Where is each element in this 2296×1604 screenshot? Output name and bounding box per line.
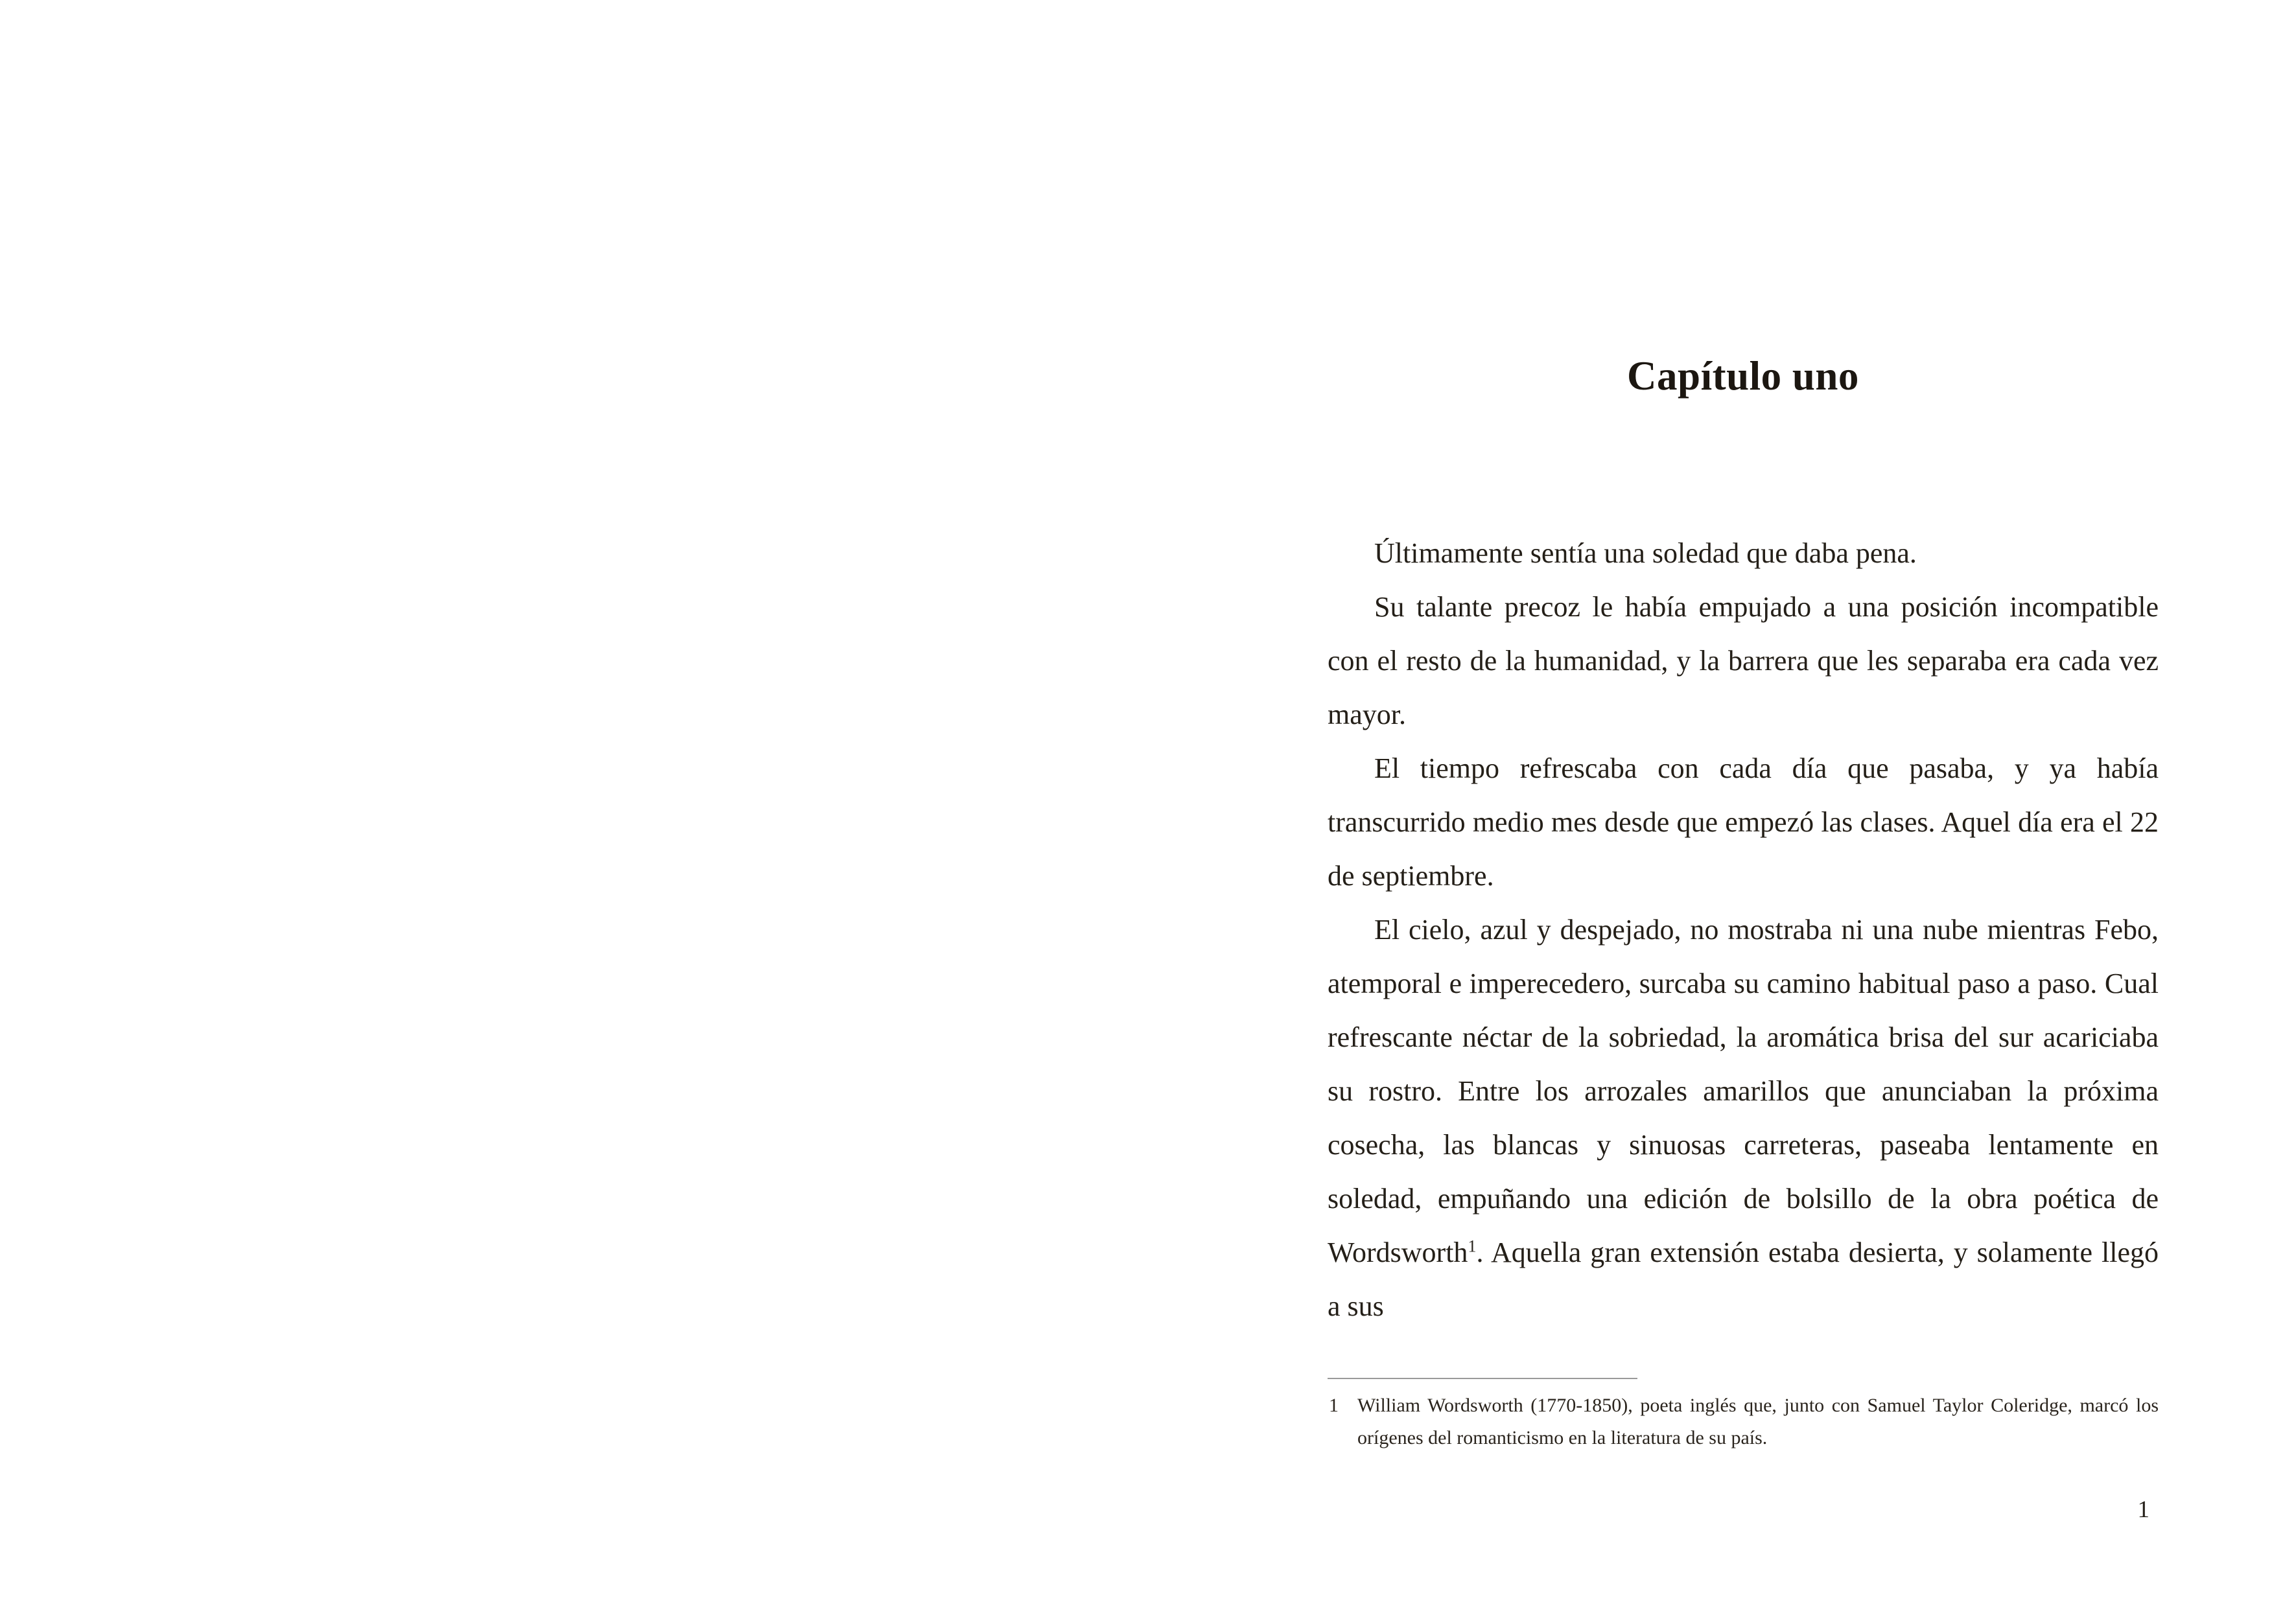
footnote	[1328, 1389, 2159, 1454]
paragraph-3: El tiempo refrescaba con cada día que pasaba, y ya había transcurrido medio mes desde que empezó las clases. Aquel día era el 22 de septiembre.	[1328, 752, 2159, 892]
body-text	[1328, 526, 2159, 1333]
paragraph-1: Últimamente sentía una soledad que daba pena.	[1374, 537, 1917, 569]
paragraph-4	[1328, 903, 2159, 1333]
footnote-text: William Wordsworth (1770-1850), poeta inglés que, junto con Samuel Taylor Coleridge, marcó los orígenes del romanticismo en la literatura de su país.	[1357, 1395, 2159, 1448]
footnote-marker: 1	[1329, 1395, 1339, 1416]
page-number: 1	[2137, 1496, 2150, 1523]
footnote-area	[1328, 1378, 2159, 1454]
chapter-title: Capítulo uno	[1627, 353, 1859, 399]
paragraph-2: Su talante precoz le había empujado a una posición incompatible con el resto de la humanidad, y la barrera que les separaba era cada vez mayor.	[1328, 591, 2159, 730]
footnote-reference: 1	[1468, 1237, 1477, 1256]
paragraph-4-text: El cielo, azul y despejado, no mostraba ni una nube mientras Febo, atemporal e imperecedero, surcaba su camino habitual paso a paso. Cual refrescante néctar de la sobriedad, la aromática brisa del sur acariciaba su rostro. Entre los arrozales amarillos que anunciaban la próxima cosecha, las blancas y sinuosas carreteras, paseaba lentamente en soledad, empuñando una edición de bolsillo de la obra poética de Wordsworth	[1328, 914, 2159, 1268]
footnote-divider	[1328, 1378, 1637, 1379]
paragraph-4-continuation: . Aquella gran extensión estaba desierta, y solamente llegó a sus	[1328, 1237, 2159, 1322]
book-page	[1328, 0, 2159, 1604]
